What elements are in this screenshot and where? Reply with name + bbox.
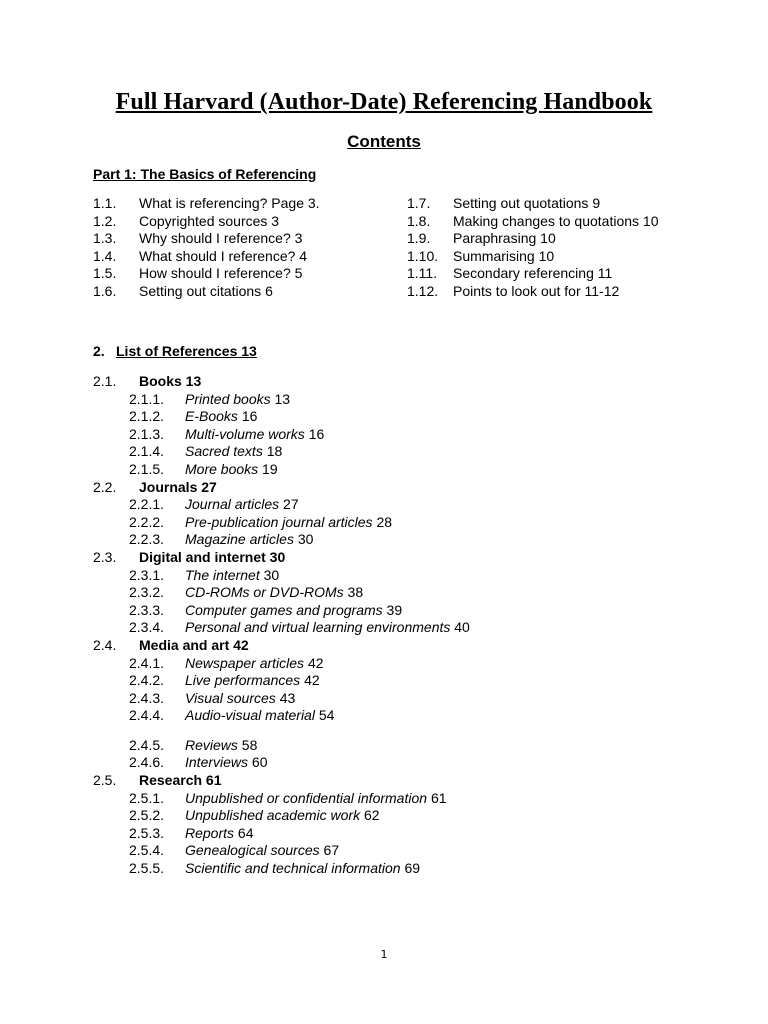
subsection-item	[93, 531, 693, 549]
subsection-item	[93, 754, 693, 772]
subsection-item	[93, 655, 693, 673]
subsection-label: Journals 27	[139, 478, 217, 495]
section2-number: 2.	[93, 343, 105, 359]
toc-entry-number: 1.7.	[407, 195, 431, 211]
subsection-item	[93, 391, 693, 409]
subsection-item-number: 2.5.2.	[129, 807, 165, 824]
subsection-item-page: 69	[404, 860, 421, 877]
subsection-item-number: 2.1.2.	[129, 408, 165, 425]
subsection-item-name: CD-ROMs or DVD-ROMs	[185, 584, 344, 601]
subsection-item-name: Newspaper articles	[185, 654, 305, 671]
subsection-item-page: 60	[251, 754, 268, 771]
toc-entry-number: 1.8.	[407, 212, 431, 229]
subsection-item-page: 27	[283, 496, 299, 513]
subsection-label: Media and art 42	[139, 636, 249, 653]
subsection-item-label	[185, 690, 295, 708]
subsection-item-number: 2.1.3.	[129, 425, 165, 442]
toc-entry-number: 1.6.	[93, 282, 117, 299]
document-title: Full Harvard (Author-Date) Referencing Handbook	[115, 89, 653, 115]
subsection-item-label	[185, 807, 380, 825]
subsection-item-label	[185, 496, 299, 514]
subsection-item-label	[185, 860, 420, 878]
subsection-item-name: Sacred texts	[185, 443, 263, 460]
page-number: 1	[380, 948, 388, 961]
subsection-item-name: Audio-visual material	[185, 707, 315, 724]
subsection-item-page: 39	[386, 601, 403, 618]
subsection-item-page: 61	[430, 789, 447, 806]
toc-entry-text: Secondary referencing 11	[453, 265, 613, 282]
subsection-item-name: Visual sources	[185, 689, 276, 706]
subsection-item	[93, 690, 693, 708]
subsection-heading	[93, 772, 693, 790]
toc-entry-text: Setting out citations 6	[139, 282, 273, 299]
subsection-item-page: 28	[376, 513, 393, 530]
subsection-item-number: 2.3.2.	[129, 584, 165, 601]
subsection-item-label	[185, 825, 254, 843]
subsection-item	[93, 584, 693, 602]
subsection-number: 2.5.	[93, 772, 117, 789]
subsection-item-page: 16	[241, 408, 258, 425]
section2-label: List of References 13	[116, 343, 257, 359]
toc-entry-text: Copyrighted sources 3	[139, 212, 280, 229]
subsection-item-page: 42	[307, 654, 324, 671]
subsection-item-label	[185, 790, 447, 808]
subsection-heading	[93, 549, 693, 567]
toc-entry-text: What is referencing? Page 3.	[139, 195, 320, 211]
part1-heading: Part 1: The Basics of Referencing	[93, 166, 317, 182]
subsection-item-name: Scientific and technical information	[185, 860, 401, 877]
subsection-item-number: 2.1.4.	[129, 443, 165, 460]
subsection-item-number: 2.4.6.	[129, 754, 165, 771]
subsection-item-label	[185, 443, 282, 461]
subsection-item-page: 18	[266, 443, 283, 460]
subsection-item-name: Interviews	[185, 754, 249, 771]
subsection-item-name: Computer games and programs	[185, 601, 383, 618]
subsection-item-number: 2.2.3.	[129, 531, 165, 548]
subsection-item-number: 2.4.2.	[129, 672, 165, 689]
subsection-item-label	[185, 602, 402, 620]
subsection-item-page: 30	[297, 531, 314, 548]
toc-entry-number: 1.5.	[93, 265, 117, 282]
subsection-number: 2.3.	[93, 548, 117, 565]
subsection-item	[93, 408, 693, 426]
subsection-heading	[93, 373, 693, 391]
subsection-item-name: Unpublished academic work	[185, 807, 361, 824]
contents-heading: Contents	[347, 132, 421, 151]
subsection-item-label	[185, 408, 257, 426]
subsection-item-page: 62	[363, 807, 380, 824]
subsection-item	[93, 807, 693, 825]
toc-entry-text: What should I reference? 4	[139, 247, 308, 264]
subsection-item-number: 2.5.1.	[129, 789, 165, 806]
subsection-item-number: 2.3.3.	[129, 601, 165, 618]
subsection-item-name: Genealogical sources	[185, 842, 320, 859]
toc-entry-text: Points to look out for 11-12	[453, 282, 620, 299]
subsection-item-name: Journal articles	[185, 496, 280, 513]
subsection-item	[93, 790, 693, 808]
subsection-item-name: Personal and virtual learning environments	[185, 619, 451, 636]
toc-entry-number: 1.2.	[93, 212, 117, 229]
toc-entry-text: How should I reference? 5	[139, 265, 303, 282]
subsection-item-label	[185, 737, 257, 755]
toc-entry-text: Paraphrasing 10	[453, 230, 556, 247]
toc-entry-number: 1.11.	[407, 265, 438, 282]
subsection-item-label	[185, 842, 339, 860]
subsection-item	[93, 443, 693, 461]
subsection-item	[93, 602, 693, 620]
subsection-item-page: 58	[241, 736, 258, 753]
section2-list	[93, 373, 693, 878]
subsection-item-page: 30	[263, 566, 280, 583]
subsection-item	[93, 707, 693, 725]
subsection-item-number: 2.5.5.	[129, 860, 165, 877]
subsection-item-page: 40	[454, 619, 470, 636]
subsection-item-name: Multi-volume works	[185, 425, 305, 442]
toc-entry-text: Making changes to quotations 10	[453, 212, 659, 229]
subsection-item-page: 19	[262, 460, 278, 477]
subsection-item-label	[185, 584, 363, 602]
subsection-label: Digital and internet 30	[139, 548, 286, 565]
subsection-item-number: 2.4.1.	[129, 654, 165, 671]
toc-entry-number: 1.1.	[93, 195, 117, 211]
subsection-item-page: 38	[347, 584, 364, 601]
subsection-item-name: Magazine articles	[185, 531, 294, 548]
subsection-item-number: 2.3.1.	[129, 566, 165, 583]
subsection-item-page: 54	[318, 707, 335, 724]
subsection-item-name: The internet	[185, 566, 260, 583]
subsection-item-page: 16	[308, 425, 325, 442]
subsection-item-label	[185, 461, 278, 479]
toc-entry-number: 1.3.	[93, 230, 117, 247]
subsection-item-number: 2.5.4.	[129, 842, 165, 859]
subsection-item	[93, 426, 693, 444]
subsection-item-number: 2.2.2.	[129, 513, 165, 530]
subsection-item-number: 2.2.1.	[129, 496, 165, 513]
subsection-item-number: 2.5.3.	[129, 824, 165, 841]
subsection-item-label	[185, 514, 392, 532]
subsection-item-number: 2.4.3.	[129, 689, 165, 706]
toc-entry-text: Summarising 10	[453, 247, 555, 264]
subsection-item	[93, 860, 693, 878]
toc-entry-text: Setting out quotations 9	[453, 195, 601, 211]
subsection-item-number: 2.4.4.	[129, 707, 165, 724]
subsection-item	[93, 672, 693, 690]
subsection-item-number: 2.3.4.	[129, 619, 165, 636]
subsection-item-name: Live performances	[185, 672, 301, 689]
subsection-item-label	[185, 655, 324, 673]
subsection-item-page: 13	[274, 390, 291, 407]
toc-entry-number: 1.9.	[407, 230, 431, 247]
subsection-number: 2.1.	[93, 373, 117, 389]
subsection-item-label	[185, 531, 313, 549]
subsection-item-name: Printed books	[185, 390, 271, 407]
subsection-item-name: Pre-publication journal articles	[185, 513, 373, 530]
subsection-heading	[93, 637, 693, 655]
subsection-item-number: 2.4.5.	[129, 736, 165, 753]
subsection-item	[93, 825, 693, 843]
subsection-item-label	[185, 707, 334, 725]
subsection-item-label	[185, 672, 320, 690]
subsection-item-name: Reports	[185, 824, 235, 841]
subsection-item	[93, 496, 693, 514]
subsection-item-label	[185, 567, 279, 585]
toc-entry-number: 1.4.	[93, 247, 117, 264]
subsection-item-label	[185, 754, 268, 772]
toc-entry-number: 1.12.	[407, 282, 439, 299]
subsection-item-number: 2.1.5.	[129, 460, 165, 477]
subsection-item-page: 43	[279, 689, 296, 706]
subsection-label: Research 61	[139, 772, 222, 789]
subsection-number: 2.2.	[93, 478, 117, 495]
subsection-item-name: E-Books	[185, 408, 238, 425]
subsection-item	[93, 514, 693, 532]
subsection-item	[93, 461, 693, 479]
subsection-item	[93, 567, 693, 585]
toc-entry-text: Why should I reference? 3	[139, 230, 303, 247]
subsection-item-page: 67	[323, 842, 340, 859]
subsection-item-page: 42	[304, 672, 320, 689]
subsection-item-name: Reviews	[185, 736, 238, 753]
subsection-item-name: Unpublished or confidential information	[185, 789, 428, 806]
subsection-item-page: 64	[237, 824, 254, 841]
subsection-item-label	[185, 619, 470, 637]
subsection-item	[93, 737, 693, 755]
subsection-item	[93, 619, 693, 637]
subsection-item-label	[185, 426, 324, 444]
subsection-item-name: More books	[185, 460, 259, 477]
subsection-item-number: 2.1.1.	[129, 390, 165, 407]
subsection-number: 2.4.	[93, 636, 117, 653]
subsection-item-label	[185, 391, 290, 409]
subsection-label: Books 13	[139, 373, 202, 389]
subsection-item	[93, 842, 693, 860]
toc-entry-number: 1.10.	[407, 247, 439, 264]
subsection-heading	[93, 479, 693, 497]
